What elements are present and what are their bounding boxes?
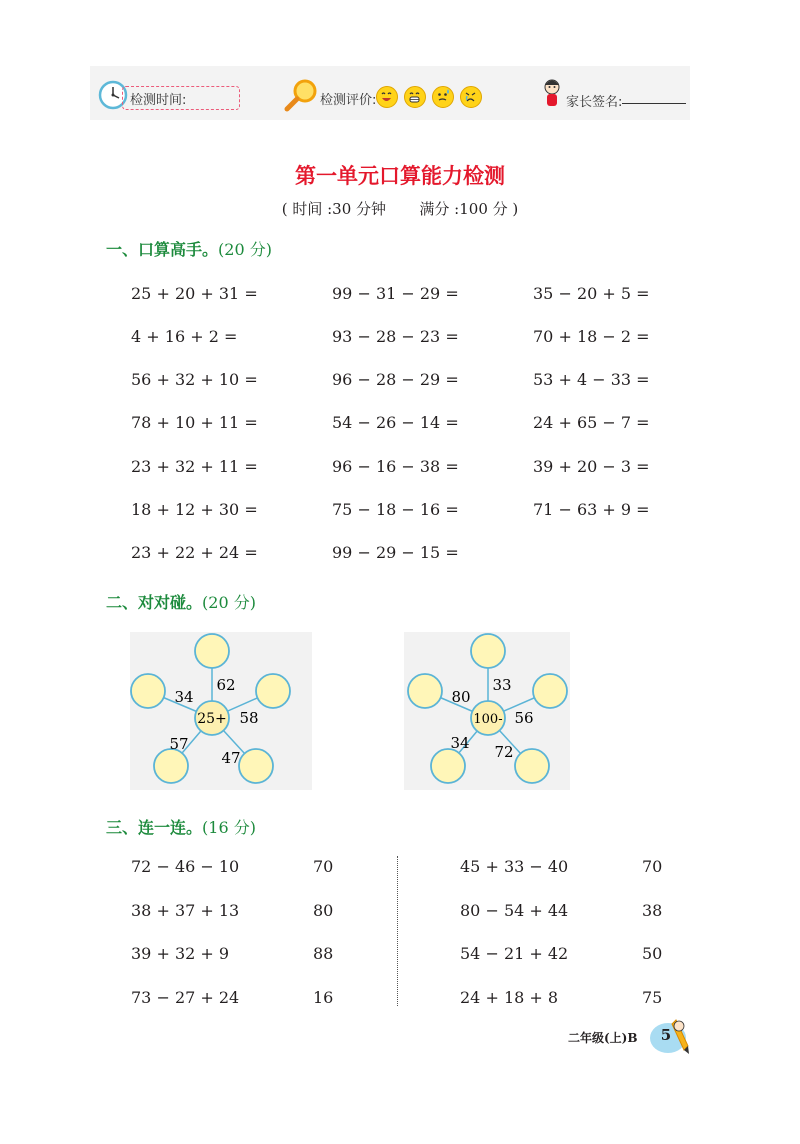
s1-expr: 78 + 10 + 11 =: [131, 413, 258, 432]
s3-left-expr[interactable]: 39 + 32 + 9: [131, 944, 230, 963]
s3-right-answer[interactable]: 75: [642, 988, 663, 1007]
s3-left-answer[interactable]: 70: [313, 857, 334, 876]
star-number: 34: [174, 688, 194, 706]
answer-circle[interactable]: [239, 749, 273, 783]
star-number: 72: [494, 743, 514, 761]
s1-expr: 23 + 32 + 11 =: [131, 457, 258, 476]
star-diagrams: [0, 620, 800, 800]
s1-expr: 75 − 18 − 16 =: [332, 500, 459, 519]
answer-circle[interactable]: [515, 749, 549, 783]
signature-label: 家长签名:: [566, 95, 623, 110]
s1-expr: 4 + 16 + 2 =: [131, 327, 238, 346]
s3-left-answer[interactable]: 80: [313, 901, 334, 920]
grinning-face-icon: [404, 86, 426, 108]
section2-points: (20 分): [202, 593, 256, 612]
answer-circle[interactable]: [408, 674, 442, 708]
answer-circle[interactable]: [154, 749, 188, 783]
star-number: 47: [221, 749, 241, 767]
parent-avatar-icon: [540, 76, 564, 110]
magnifier-icon: [284, 78, 318, 112]
s1-expr: 18 + 12 + 30 =: [131, 500, 258, 519]
section1-title: 一、口算高手。: [106, 240, 219, 259]
s3-right-expr[interactable]: 54 − 21 + 42: [460, 944, 569, 963]
page-number: 5: [660, 1026, 672, 1044]
s1-expr: 99 − 29 − 15 =: [332, 543, 459, 562]
star-number: 33: [492, 676, 512, 694]
s1-expr: 24 + 65 − 7 =: [533, 413, 650, 432]
s1-expr: 93 − 28 − 23 =: [332, 327, 459, 346]
section1-points: (20 分): [218, 240, 272, 259]
s1-expr: 35 − 20 + 5 =: [533, 284, 650, 303]
star-center-label: 100-: [473, 712, 503, 727]
s1-expr: 54 − 26 − 14 =: [332, 413, 459, 432]
s3-right-answer[interactable]: 50: [642, 944, 663, 963]
star-diagram-right: [408, 634, 567, 783]
star-center-label: 25+: [197, 711, 227, 727]
s1-expr: 39 + 20 − 3 =: [533, 457, 650, 476]
s1-expr: 53 + 4 − 33 =: [533, 370, 650, 389]
s1-expr: 99 − 31 − 29 =: [332, 284, 459, 303]
s3-left-expr[interactable]: 73 − 27 + 24: [131, 988, 240, 1007]
time-label: 检测时间:: [130, 93, 187, 108]
answer-circle[interactable]: [256, 674, 290, 708]
laughing-face-icon: [376, 86, 398, 108]
s3-right-answer[interactable]: 38: [642, 901, 663, 920]
section3-heading: [106, 815, 256, 838]
section2-heading: [106, 590, 256, 613]
s1-expr: 71 − 63 + 9 =: [533, 500, 650, 519]
answer-circle[interactable]: [471, 634, 505, 668]
s1-expr: 23 + 22 + 24 =: [131, 543, 258, 562]
s3-left-expr[interactable]: 72 − 46 − 10: [131, 857, 240, 876]
signature-line: [622, 103, 686, 104]
section2-title: 二、对对碰。: [106, 593, 203, 612]
answer-circle[interactable]: [431, 749, 465, 783]
s1-expr: 70 + 18 − 2 =: [533, 327, 650, 346]
s1-expr: 25 + 20 + 31 =: [131, 284, 258, 303]
star-number: 34: [450, 734, 470, 752]
s3-left-answer[interactable]: 88: [313, 944, 334, 963]
column-divider: [397, 856, 398, 1006]
section3-title: 三、连一连。: [106, 818, 203, 837]
crying-face-icon: [460, 86, 482, 108]
worried-face-icon: [432, 86, 454, 108]
section3-points: (16 分): [202, 818, 256, 837]
s3-right-expr[interactable]: 45 + 33 − 40: [460, 857, 569, 876]
s1-expr: 96 − 16 − 38 =: [332, 457, 459, 476]
page-title: 第一单元口算能力检测: [295, 164, 505, 188]
grade-tag: 二年级(上)B: [568, 1031, 638, 1045]
star-diagram-left: [131, 634, 290, 783]
eval-label: 检测评价:: [320, 93, 377, 108]
star-number: 80: [451, 688, 471, 706]
star-number: 57: [169, 735, 189, 753]
section1-heading: [106, 237, 272, 260]
star-number: 62: [216, 676, 236, 694]
s3-right-expr[interactable]: 80 − 54 + 44: [460, 901, 569, 920]
s3-right-answer[interactable]: 70: [642, 857, 663, 876]
star-number: 58: [239, 709, 259, 727]
s3-left-expr[interactable]: 38 + 37 + 13: [131, 901, 240, 920]
s3-right-expr[interactable]: 24 + 18 + 8: [460, 988, 559, 1007]
s1-expr: 56 + 32 + 10 =: [131, 370, 258, 389]
answer-circle[interactable]: [131, 674, 165, 708]
answer-circle[interactable]: [195, 634, 229, 668]
star-number: 56: [514, 709, 534, 727]
s1-expr: 96 − 28 − 29 =: [332, 370, 459, 389]
page-subtitle: ( 时间 :30 分钟 满分 :100 分 ): [281, 200, 519, 218]
s3-left-answer[interactable]: 16: [313, 988, 334, 1007]
answer-circle[interactable]: [533, 674, 567, 708]
